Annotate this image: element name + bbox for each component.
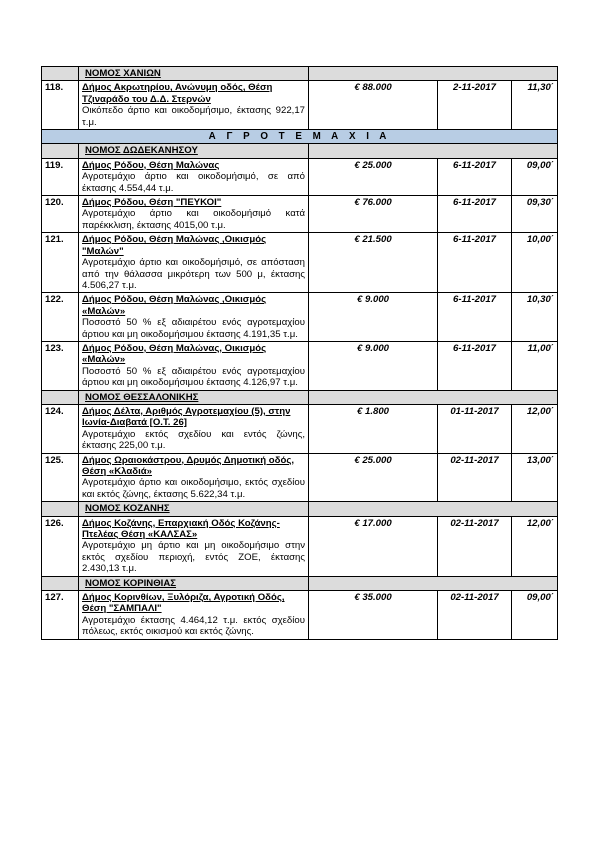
item-time: 11,30΄ [512,81,558,130]
item-time: 11,00΄ [512,341,558,390]
item-date: 6-11-2017 [438,196,512,233]
table-row [42,404,558,453]
item-description: Αγροτεμάχιο άρτιο και οικοδομήσιμό, σε από έκτασης 4.554,44 τ.μ. [82,171,305,194]
auction-table [41,66,558,640]
item-date: 02-11-2017 [438,516,512,576]
region-number-cell [42,67,79,81]
table-row [42,453,558,502]
item-price: € 17.000 [309,516,438,576]
item-info-cell [79,453,309,502]
region-blank-cell [309,390,558,404]
item-description: Αγροτεμάχιο μη άρτιο και μη οικοδομήσιμο στην εκτός σχεδίου περιοχή, εντός ΖΟΕ, έκτασης 2.430,13 τ.μ. [82,540,305,575]
item-time: 13,00΄ [512,453,558,502]
table-row [42,81,558,130]
item-location-title: Δήμος Ρόδου, Θέση Μαλώνας [82,159,220,171]
region-row [42,67,558,81]
region-name: ΝΟΜΟΣ ΚΟΡΙΝΘΙΑΣ [79,576,309,590]
table-row [42,341,558,390]
item-info-cell [79,196,309,233]
item-price: € 25.000 [309,158,438,195]
item-location-title: Δήμος Ρόδου, Θέση Μαλώνας ,Οικισμός «Μαλών» [82,294,267,317]
item-price: € 25.000 [309,453,438,502]
item-location-title: Δήμος Ρόδου, Θέση Μαλώνας, Οικισμός «Μαλών» [82,342,267,366]
item-number: 125. [42,453,79,502]
item-info-cell [79,158,309,195]
item-info-cell [79,404,309,453]
item-time: 09,00΄ [512,158,558,195]
item-info-cell [79,591,309,640]
region-blank-cell [309,502,558,516]
item-date: 01-11-2017 [438,404,512,453]
table-row [42,158,558,195]
item-location-title: Δήμος Κοζάνης, Επαρχιακή Οδός Κοζάνης-Πτελέας Θέση «ΚΑΛΣΑΣ» [82,517,280,541]
item-time: 09,30΄ [512,196,558,233]
item-time: 12,00΄ [512,404,558,453]
table-row [42,516,558,576]
item-description: Αγροτεμάχιο εκτός σχεδίου και εντός ζώνης, έκτασης 225,00 τ.μ. [82,428,305,452]
item-number: 120. [42,196,79,233]
region-row [42,576,558,590]
item-date: 6-11-2017 [438,233,512,293]
item-price: € 76.000 [309,196,438,233]
region-name: ΝΟΜΟΣ ΚΟΖΑΝΗΣ [79,502,309,516]
item-location-title: Δήμος Ωραιοκάστρου, Δρυμός Δημοτική οδός, Θέση «Κλαδιά» [82,454,294,477]
region-row [42,390,558,404]
region-number-cell [42,502,79,516]
item-number: 127. [42,591,79,640]
item-location-title: Δήμος Ακρωτηρίου, Ανώνυμη οδός, Θέση Τζιναράδο του Δ.Δ. Στερνών [82,82,273,105]
item-description: Ποσοστό 50 % εξ αδιαιρέτου ενός αγροτεμαχίου άρτιου και μη οικοδομήσιμου έκτασης 4.191,35 τ.μ. [82,317,305,340]
item-location-title: Δήμος Κορινθίων, Ξυλόριζα, Αγροτική Οδός, Θέση "ΣΑΜΠΑΛΙ" [82,592,285,615]
item-price: € 9.000 [309,341,438,390]
region-blank-cell [309,144,558,158]
item-date: 6-11-2017 [438,341,512,390]
table-row [42,233,558,293]
table-row [42,293,558,342]
item-number: 122. [42,293,79,342]
region-blank-cell [309,67,558,81]
item-date: 02-11-2017 [438,453,512,502]
item-date: 02-11-2017 [438,591,512,640]
item-price: € 21.500 [309,233,438,293]
item-date: 2-11-2017 [438,81,512,130]
table-row [42,591,558,640]
table-row [42,196,558,233]
region-row [42,502,558,516]
item-number: 118. [42,81,79,130]
item-time: 10,30΄ [512,293,558,342]
item-number: 124. [42,404,79,453]
item-date: 6-11-2017 [438,293,512,342]
item-description: Οικόπεδο άρτιο και οικοδομήσιμο, έκτασης 922,17 τ.μ. [82,105,305,128]
region-number-cell [42,144,79,158]
item-description: Αγροτεμάχιο έκτασης 4.464,12 τ.μ. εκτός σχεδίου πόλεως, εκτός οικισμού και εκτός ζώνης. [82,614,305,638]
item-info-cell [79,233,309,293]
item-number: 123. [42,341,79,390]
item-location-title: Δήμος Ρόδου, Θέση Μαλώνας ,Οικισμός "Μαλών" [82,234,267,257]
item-time: 12,00΄ [512,516,558,576]
item-number: 119. [42,158,79,195]
item-description: Ποσοστό 50 % εξ αδιαιρέτου ενός αγροτεμαχίου άρτιου και μη οικοδομήσιμου έκτασης 4.126,97 τ.μ. [82,365,305,389]
item-number: 126. [42,516,79,576]
region-name: ΝΟΜΟΣ ΧΑΝΙΩΝ [79,67,309,81]
item-location-title: Δήμος Ρόδου, Θέση "ΠΕΥΚΟΙ" [82,197,222,209]
region-row [42,144,558,158]
region-name: ΝΟΜΟΣ ΘΕΣΣΑΛΟΝΙΚΗΣ [79,390,309,404]
region-number-cell [42,390,79,404]
region-name: ΝΟΜΟΣ ΔΩΔΕΚΑΝΗΣΟΥ [79,144,309,158]
item-price: € 88.000 [309,81,438,130]
item-number: 121. [42,233,79,293]
item-date: 6-11-2017 [438,158,512,195]
item-price: € 9.000 [309,293,438,342]
item-location-title: Δήμος Δέλτα, Αριθμός Αγροτεμαχίου (5), στην Ιωνία-Διαβατά [Ο.Τ. 26] [82,405,291,429]
item-info-cell [79,81,309,130]
item-time: 10,00΄ [512,233,558,293]
item-description: Αγροτεμάχιο άρτιο και οικοδομήσιμό, σε απόσταση από την θάλασσα μικρότερη των 500 μ, έκτασης 4.506,27 τ.μ. [82,257,305,291]
item-info-cell [79,516,309,576]
item-price: € 1.800 [309,404,438,453]
item-description: Αγροτεμάχιο άρτιο και οικοδομήσιμο, εκτός σχεδίου και εκτός ζώνης, έκτασης 5.622,34 τ.μ. [82,477,305,500]
item-price: € 35.000 [309,591,438,640]
section-heading: Α Γ Ρ Ο Τ Ε Μ Α Χ Ι Α [42,130,558,144]
item-description: Αγροτεμάχιο άρτιο και οικοδομήσιμό κατά παρέκκλιση, έκτασης 4015,00 τ.μ. [82,208,305,231]
section-row [42,130,558,144]
region-blank-cell [309,576,558,590]
region-number-cell [42,576,79,590]
item-info-cell [79,293,309,342]
item-info-cell [79,341,309,390]
item-time: 09,00΄ [512,591,558,640]
